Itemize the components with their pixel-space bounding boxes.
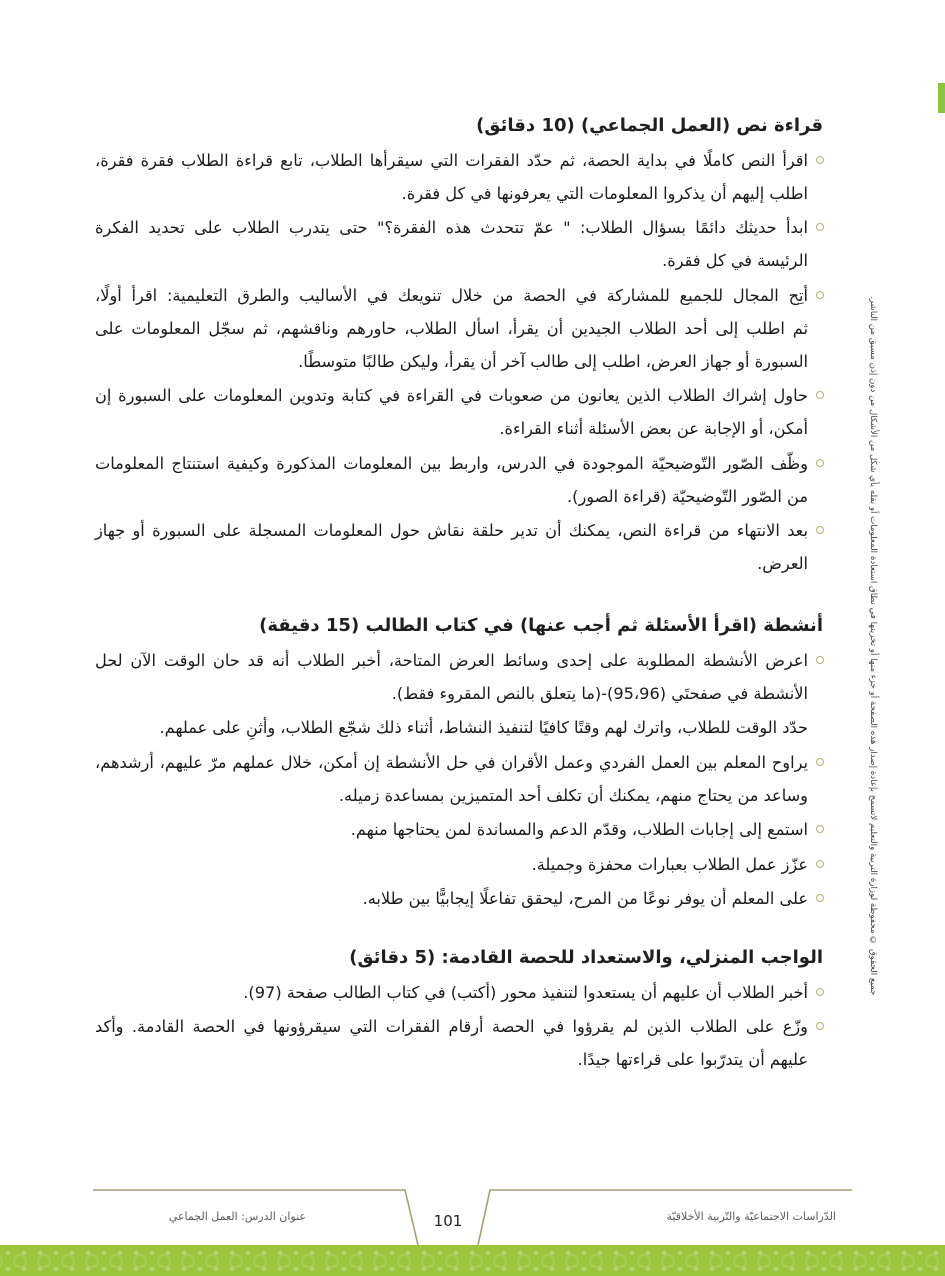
footer-lesson-title: عنوان الدرس: العمل الجماعي [168, 1210, 306, 1223]
text-line: استمع إلى إجابات الطلاب، وقدّم الدعم والمساندة لمن يحتاجها منهم. [350, 820, 808, 839]
homework-list [95, 976, 826, 1077]
text-line: حدّد الوقت للطلاب، واترك لهم وقتًا كافيًا لتنفيذ النشاط، أثناء ذلك شجّع الطلاب، وأثنِ على عملهم. [159, 718, 808, 737]
text-line: الأنشطة في صفحتَي (95،96)-(ما يتعلق بالنص المقروء فقط). [391, 683, 808, 703]
text-line: اطلب إليهم أن يذكروا المعلومات التي يعرفونها في كل فقرة. [401, 183, 808, 203]
section-heading-reading: قراءة نص (العمل الجماعي) (10 دقائق) [476, 114, 823, 136]
text-line: أمكن، أو الإجابة عن بعض الأسئلة أثناء القراءة. [499, 419, 808, 438]
text-line: عليهم أن يتدرّبوا على قراءتها جيدًا. [577, 1050, 808, 1069]
circle-bullet-icon [816, 894, 824, 902]
text-line: حاول إشراك الطلاب الذين يعانون من صعوبات في القراءة في كتابة وتدوين المعلومات على السبورة إن [95, 386, 808, 405]
section-homework [95, 941, 826, 1078]
circle-bullet-icon [816, 156, 824, 164]
circle-bullet-icon [816, 391, 824, 399]
circle-bullet-icon [816, 656, 824, 664]
footer-subject: الدّراسات الاجتماعيّة والتّربية الأخلاقيّة [666, 1210, 836, 1223]
circle-bullet-icon [816, 988, 824, 996]
text-line: يراوح المعلم بين العمل الفردي وعمل الأقران في حل الأنشطة إن أمكن، خلال عملهم مرّ عليهم، أرشدهم، [95, 752, 808, 772]
list-item [95, 279, 826, 378]
section-heading-activities: أنشطة (اقرأ الأسئلة ثم أجب عنها) في كتاب الطالب (15 دقيقة) [259, 614, 823, 636]
list-item [95, 746, 826, 812]
text-line: ابدأ حديثك دائمًا بسؤال الطلاب: " عمّ تتحدث هذه الفقرة؟" حتى يتدرب الطلاب على تحديد الفكرة [95, 218, 808, 237]
section-reading [95, 109, 826, 582]
list-item [95, 211, 826, 277]
circle-bullet-icon [816, 758, 824, 766]
list-item [95, 144, 826, 210]
text-line: الرئيسة في كل فقرة. [662, 251, 808, 270]
text-line: اقرأ النص كاملًا في بداية الحصة، ثم حدّد الفقرات التي سيقرأها الطلاب، تابع قراءة الطلاب فقرة فقرة، [95, 150, 808, 170]
text-line: أخبر الطلاب أن عليهم أن يستعدوا لتنفيذ محور (أكتب) في كتاب الطالب صفحة (97). [243, 982, 808, 1002]
text-line: على المعلم أن يوفر نوعًا من المرح، ليحقق تفاعلًا إيجابيًّا بين طلابه. [362, 889, 808, 908]
list-item [95, 882, 826, 915]
text-line: عزّز عمل الطلاب بعبارات محفزة وجميلة. [531, 854, 808, 874]
circle-bullet-icon [816, 291, 824, 299]
text-line: أتِح المجال للجميع للمشاركة في الحصة من خلال تنويعك في الأساليب والطرق التعليمية: اقرأ أولًا، [95, 285, 808, 305]
list-item [95, 813, 826, 846]
list-item [95, 514, 826, 580]
circle-bullet-icon [816, 860, 824, 868]
list-item [95, 711, 826, 744]
circle-bullet-icon [816, 223, 824, 231]
text-line: وساعد من يحتاج منهم، يمكنك أن تكلف أحد المتميزين بمساعدة زميله. [338, 785, 808, 805]
bottom-pattern-band [0, 1245, 945, 1276]
text-line: وظّف الصّور التّوضيحيّة الموجودة في الدرس، واربط بين المعلومات المذكورة وكيفية استنتاج المعلومات [95, 453, 808, 473]
text-line: وزّع على الطلاب الذين لم يقرؤوا في الحصة أرقام الفقرات التي سيقرؤونها في الحصة القادمة. وأكد [95, 1017, 808, 1036]
page-number: 101 [433, 1212, 463, 1230]
text-line: العرض. [757, 554, 808, 573]
circle-bullet-icon [816, 1022, 824, 1030]
circle-bullet-icon [816, 459, 824, 467]
text-line: اعرض الأنشطة المطلوبة على إحدى وسائط العرض المتاحة، أخبر الطلاب أنه قد حان الوقت الآن لحل [95, 650, 808, 670]
text-line: من الصّور التّوضيحيّة (قراءة الصور). [567, 486, 808, 506]
copyright-text: جميع الحقوق © محفوظة لوزارة التربية والتعليم لاتسمح بإعادة إصدار هذه الصفحة أو جزء منها أو تخزينها في نطاق استعادة المعلومات أو نقله بأي شكل من الأشكال من دون إذن مسبق من الناشر. [868, 296, 878, 996]
side-tab-accent [938, 83, 945, 113]
circle-bullet-icon [816, 526, 824, 534]
section-activities [95, 609, 826, 917]
copyright-vertical [866, 288, 880, 1004]
text-line: السبورة أو جهاز العرض، اطلب إلى طالب آخر أن يقرأ، وليكن طالبًا متوسطًا. [298, 351, 808, 371]
section-heading-homework: الواجب المنزلي، والاستعداد للحصة القادمة: (5 دقائق) [349, 946, 823, 968]
list-item [95, 976, 826, 1009]
reading-list [95, 144, 826, 581]
list-item [95, 447, 826, 513]
circle-bullet-icon [816, 825, 824, 833]
text-line: ثم اطلب إلى أحد الطلاب الجيدين أن يقرأ، اسأل الطلاب، حاورهم وناقشهم، ثم سجّل المعلومات على [95, 318, 808, 338]
list-item [95, 644, 826, 710]
list-item [95, 379, 826, 445]
list-item [95, 1010, 826, 1076]
list-item [95, 848, 826, 881]
text-line: بعد الانتهاء من قراءة النص، يمكنك أن تدير حلقة نقاش حول المعلومات المسجلة على السبورة أو جهاز [95, 521, 808, 540]
activities-list [95, 644, 826, 916]
